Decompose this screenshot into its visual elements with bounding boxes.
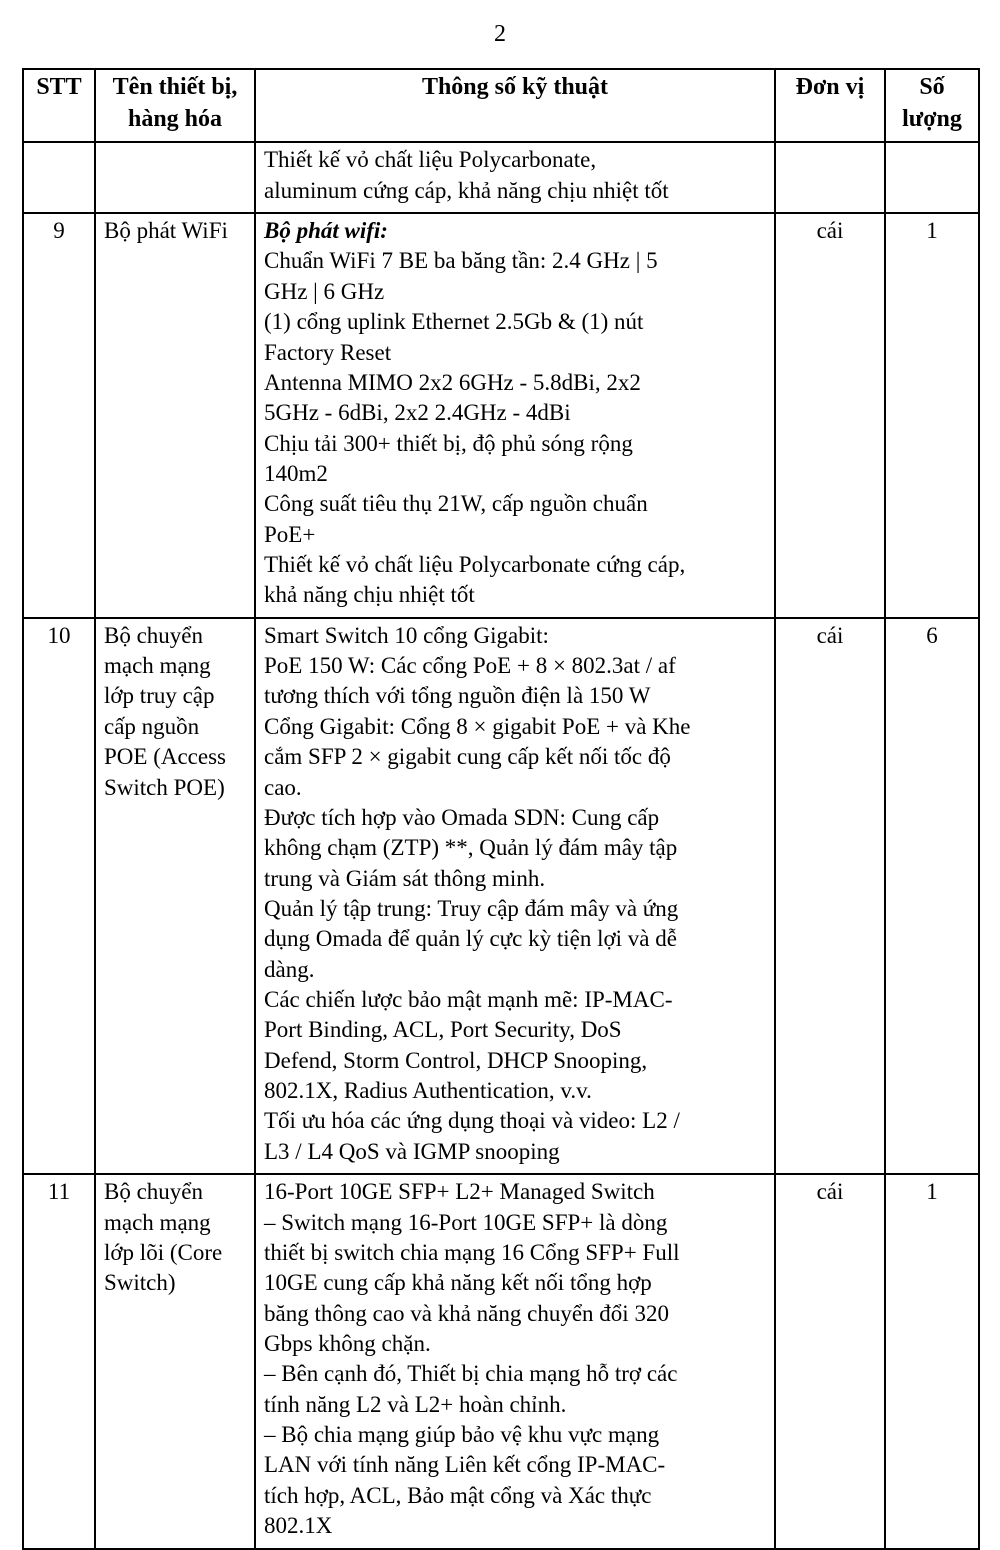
cell-stt: [23, 142, 95, 213]
spec-line: Port Binding, ACL, Port Security, DoS: [264, 1017, 622, 1043]
spec-line: Antenna MIMO 2x2 6GHz - 5.8dBi, 2x2: [264, 369, 641, 395]
cell-spec: [255, 142, 775, 213]
spec-line: Gbps không chặn.: [264, 1331, 431, 1356]
spec-line: LAN với tính năng Liên kết cổng IP-MAC-: [264, 1452, 666, 1478]
spec-line: 802.1X, Radius Authentication, v.v.: [264, 1078, 592, 1104]
table-body: [23, 142, 979, 1548]
spec-line: aluminum cứng cáp, khả năng chịu nhiệt tốt: [264, 177, 669, 203]
spec-line: PoE+: [264, 521, 316, 547]
cell-unit: [775, 142, 885, 213]
spec-line: cao.: [264, 774, 302, 800]
spec-line: tính năng L2 và L2+ hoàn chỉnh.: [264, 1391, 567, 1417]
spec-line: không chạm (ZTP) **, Quản lý đám mây tập: [264, 835, 678, 861]
column-header-spec: Thông số kỹ thuật: [255, 69, 775, 142]
cell-spec: [255, 213, 775, 618]
cell-qty: 6: [885, 618, 979, 1174]
column-header-unit: Đơn vị: [775, 69, 885, 142]
spec-line: Tối ưu hóa các ứng dụng thoại và video: L2 /: [264, 1108, 680, 1134]
cell-unit: cái: [775, 1174, 885, 1548]
cell-stt: 10: [23, 618, 95, 1174]
cell-spec: [255, 1174, 775, 1548]
spec-line: dàng.: [264, 956, 315, 982]
table-header-row: [23, 69, 979, 142]
column-header-name-line2: hàng hóa: [127, 105, 223, 132]
cell-qty: 1: [885, 1174, 979, 1548]
cell-name: Bộ phát WiFi: [95, 213, 255, 618]
spec-line: Thiết kế vỏ chất liệu Polycarbonate,: [264, 147, 597, 173]
spec-heading: Bộ phát wifi:: [264, 218, 388, 244]
spec-line: Factory Reset: [264, 339, 392, 365]
cell-spec: [255, 618, 775, 1174]
spec-line: Được tích hợp vào Omada SDN: Cung cấp: [264, 804, 660, 830]
spec-line: 10GE cung cấp khả năng kết nối tổng hợp: [264, 1270, 652, 1296]
cell-unit: cái: [775, 213, 885, 618]
cell-qty: 1: [885, 213, 979, 618]
spec-line: – Switch mạng 16-Port 10GE SFP+ là dòng: [264, 1209, 668, 1235]
spec-line: 5GHz - 6dBi, 2x2 2.4GHz - 4dBi: [264, 400, 571, 426]
spec-line: Chịu tải 300+ thiết bị, độ phủ sóng rộng: [264, 430, 633, 456]
spec-line: – Bộ chia mạng giúp bảo vệ khu vực mạng: [264, 1422, 660, 1448]
cell-stt: 9: [23, 213, 95, 618]
spec-line: băng thông cao và khả năng chuyển đổi 320: [264, 1300, 669, 1326]
spec-line: (1) cổng uplink Ethernet 2.5Gb & (1) nút: [264, 309, 644, 335]
column-header-name: [95, 69, 255, 142]
table-row: [23, 618, 979, 1174]
spec-line: cắm SFP 2 × gigabit cung cấp kết nối tốc độ: [264, 744, 671, 770]
spec-line: L3 / L4 QoS và IGMP snooping: [264, 1138, 560, 1164]
table-row: [23, 1174, 979, 1548]
spec-line: – Bên cạnh đó, Thiết bị chia mạng hỗ trợ các: [264, 1361, 678, 1387]
spec-line: Thiết kế vỏ chất liệu Polycarbonate cứng cáp,: [264, 552, 686, 578]
cell-name: Bộ chuyển mạch mạng lớp lõi (Core Switch): [95, 1174, 255, 1548]
cell-unit: cái: [775, 618, 885, 1174]
equipment-spec-table: [22, 68, 980, 1550]
column-header-name-line1: Tên thiết bị,: [112, 74, 238, 100]
spec-line: 16-Port 10GE SFP+ L2+ Managed Switch: [264, 1179, 655, 1205]
spec-line: Chuẩn WiFi 7 BE ba băng tần: 2.4 GHz | 5: [264, 248, 658, 274]
spec-line: khả năng chịu nhiệt tốt: [264, 582, 475, 608]
table-row: [23, 142, 979, 213]
spec-line: Smart Switch 10 cổng Gigabit:: [264, 622, 549, 648]
column-header-stt: STT: [23, 69, 95, 142]
cell-qty: [885, 142, 979, 213]
spec-line: Công suất tiêu thụ 21W, cấp nguồn chuẩn: [264, 491, 648, 517]
spec-line: Defend, Storm Control, DHCP Snooping,: [264, 1047, 648, 1073]
spec-line: trung và Giám sát thông minh.: [264, 865, 546, 891]
column-header-qty-line2: lượng: [902, 105, 962, 132]
page-number: 2: [494, 21, 506, 47]
cell-stt: 11: [23, 1174, 95, 1548]
spec-line: PoE 150 W: Các cổng PoE + 8 × 802.3at / af: [264, 653, 676, 679]
column-header-qty: [885, 69, 979, 142]
cell-name: [95, 142, 255, 213]
spec-line: Cổng Gigabit: Cổng 8 × gigabit PoE + và Khe: [264, 713, 691, 739]
spec-line: 802.1X: [264, 1513, 333, 1539]
spec-line: dụng Omada để quản lý cực kỳ tiện lợi và dễ: [264, 926, 677, 952]
spec-line: Các chiến lược bảo mật mạnh mẽ: IP-MAC-: [264, 987, 673, 1013]
column-header-qty-line1: Số: [919, 74, 945, 100]
spec-line: tích hợp, ACL, Bảo mật cổng và Xác thực: [264, 1482, 652, 1508]
spec-line: 140m2: [264, 460, 328, 486]
spec-line: GHz | 6 GHz: [264, 278, 385, 304]
cell-name: Bộ chuyển mạch mạng lớp truy cập cấp nguồn POE (Access Switch POE): [95, 618, 255, 1174]
spec-line: Quản lý tập trung: Truy cập đám mây và ứng: [264, 895, 679, 921]
spec-line: thiết bị switch chia mạng 16 Cổng SFP+ Full: [264, 1239, 680, 1265]
table-row: [23, 213, 979, 618]
spec-line: tương thích với tổng nguồn điện là 150 W: [264, 683, 651, 709]
